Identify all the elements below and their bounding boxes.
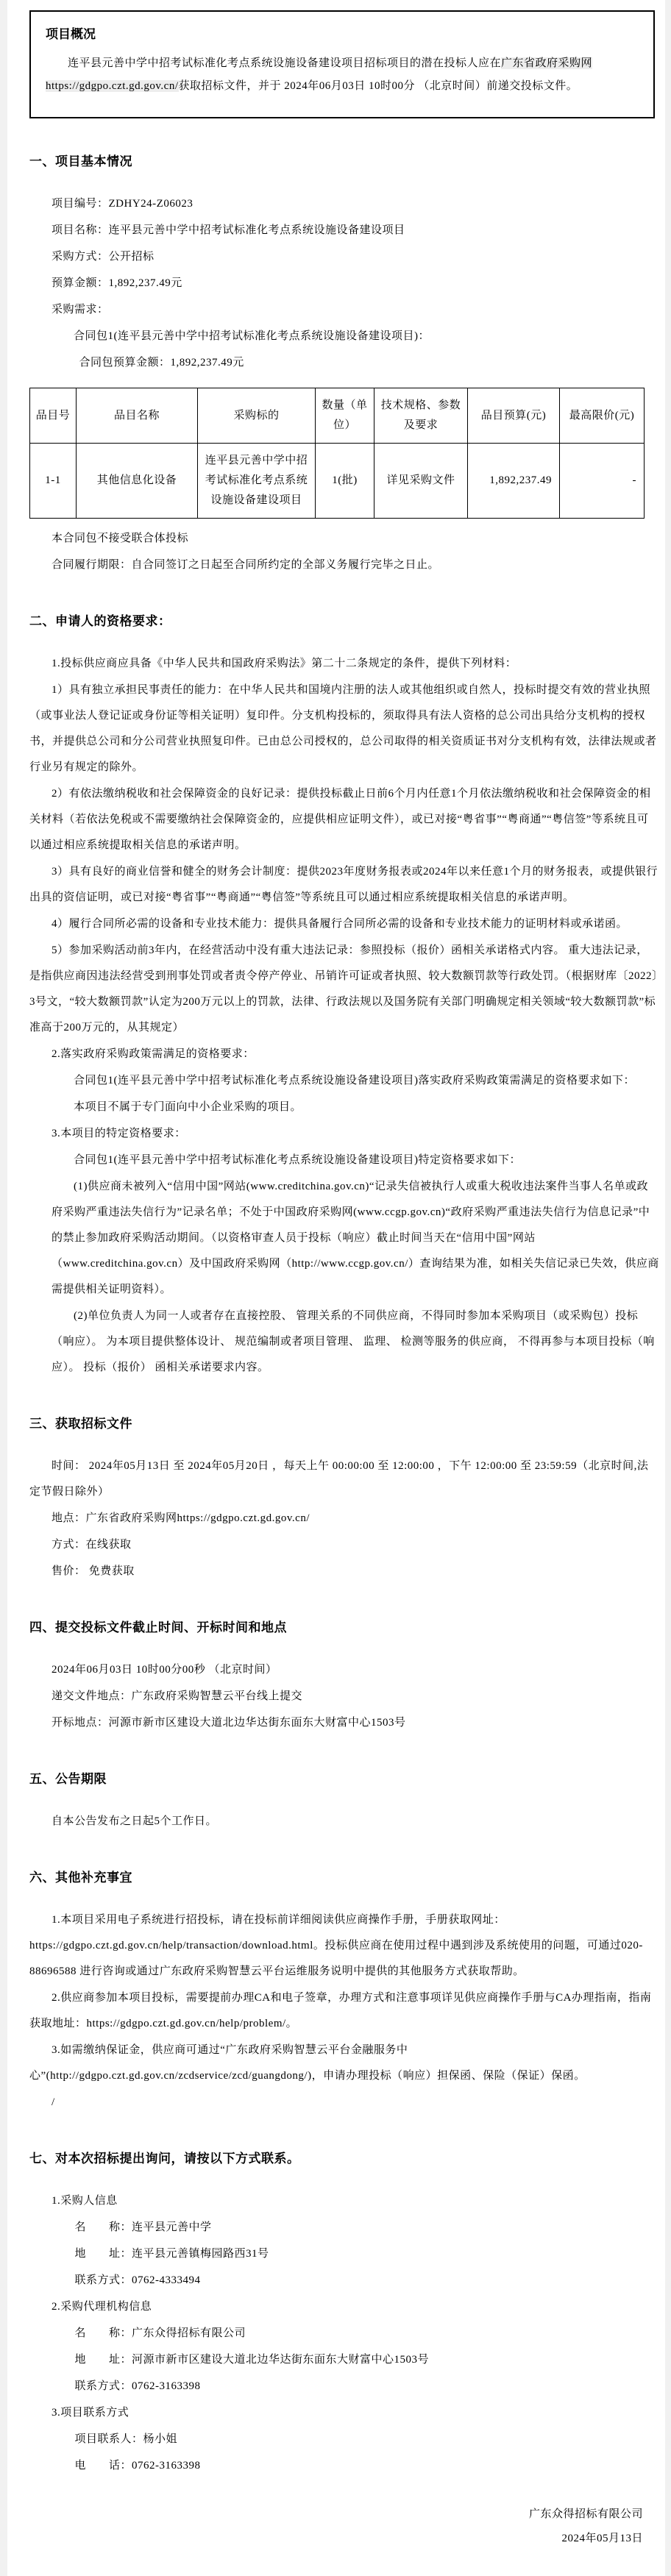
table-header-cell: 品目号 <box>30 388 77 444</box>
text-run: 地点：广东省政府采购网https://gdgpo.czt.gd.gov.cn/ <box>52 1512 310 1524</box>
table-cell-subject: 连平县元善中学中招考试标准化考点系统设施设备建设项目 <box>198 444 316 519</box>
paragraph <box>29 271 659 296</box>
text-run: 2）有依法缴纳税收和社会保障资金的良好记录：提供投标截止日前6个月内任意1个月依法缴纳税收和社会保障资金的相关材料（若依法免税或不需要缴纳社会保障资金的，应提供相应证明文件），或已对接“粤省事”“粤商通”“粤信签”等系统且可以通过相应系统提取相关信息的承诺声明。 <box>29 788 651 851</box>
paragraph <box>29 1506 659 1531</box>
paragraph <box>29 2038 659 2089</box>
table-cell-item-no: 1-1 <box>30 444 77 519</box>
text-run: 联系方式：0762-3163398 <box>74 2380 201 2392</box>
table-header-cell: 采购标的 <box>198 388 316 444</box>
paragraph <box>29 244 659 270</box>
paragraph <box>29 1809 659 1835</box>
paragraph <box>29 859 659 911</box>
text-run: 4）履行合同所必需的设备和专业技术能力：提供具备履行合同所必需的设备和专业技术能力的证明材料或承诺函。 <box>52 918 628 930</box>
paragraph <box>29 651 659 677</box>
text-run: 2.落实政府采购政策需满足的资格要求： <box>52 1048 255 1060</box>
paragraph <box>29 1684 659 1709</box>
text-run: 合同包1(连平县元善中学中招考试标准化考点系统设施设备建设项目)落实政府采购政策需满足的资格要求如下： <box>74 1075 635 1086</box>
paragraph <box>75 2241 660 2267</box>
text-run: 项目名称：连平县元善中学中招考试标准化考点系统设施设备建设项目 <box>52 224 405 236</box>
text-run: 3）具有良好的商业信誉和健全的财务会计制度：提供2023年度财务报表或2024年以来任意1个月的财务报表，或提供银行出具的资信证明，或已对接“粤省事”“粤商通”“粤信签”等系统且可以通过相应系统提取相关信息的承诺声明。 <box>29 866 658 903</box>
table-header-cell: 品目预算(元) <box>468 388 560 444</box>
paragraph <box>29 1710 659 1736</box>
paragraph <box>29 526 659 552</box>
supplementary-paragraphs <box>29 1907 659 2116</box>
paragraph <box>29 2090 659 2116</box>
text-run: 开标地点：河源市新市区建设大道北边华达街东面东大财富中心1503号 <box>52 1717 406 1729</box>
table-header-cell: 最高限价(元) <box>560 388 645 444</box>
table-cell-price-cap: - <box>560 444 645 519</box>
paragraph <box>29 911 659 937</box>
contacts-paragraphs <box>29 2188 659 2479</box>
basic-info-items <box>29 191 659 376</box>
text-run: 采购方式：公开招标 <box>52 251 155 263</box>
paragraph <box>29 1907 659 1985</box>
paragraph <box>29 1559 659 1584</box>
paragraph <box>29 2188 659 2214</box>
submission-paragraphs <box>29 1657 659 1736</box>
text-run: / <box>52 2096 55 2108</box>
text-run: 自本公告发布之日起5个工作日。 <box>52 1815 218 1827</box>
paragraph <box>52 324 659 349</box>
paragraph <box>29 2400 659 2426</box>
text-run: 递交文件地点：广东政府采购智慧云平台线上提交 <box>52 1690 303 1702</box>
signature-company: 广东众得招标有限公司 <box>528 2508 643 2520</box>
overview-paragraph <box>46 52 639 98</box>
text-run: 获取招标文件，并于 2024年06月03日 10时00分 （北京时间）前递交投标文件。 <box>178 80 578 92</box>
paragraph <box>75 2347 660 2373</box>
text-run: 预算金额：1,892,237.49元 <box>52 277 182 289</box>
paragraph <box>29 350 659 376</box>
paragraph <box>29 2294 659 2320</box>
paragraph <box>75 2321 660 2346</box>
text-run: 合同包1(连平县元善中学中招考试标准化考点系统设施设备建设项目)： <box>74 330 430 342</box>
text-run: 地 址：河源市新市区建设大道北边华达街东面东大财富中心1503号 <box>74 2354 430 2366</box>
announcement-document <box>7 0 665 2576</box>
text-run: 5）参加采购活动前3年内，在经营活动中没有重大违法记录：参照投标（报价）函相关承诺格式内容。 重大违法记录，是指供应商因违法经营受到刑事处罚或者责令停产停业、吊销许可证或者执照、较大数额罚款等行政处罚。（根据财库〔2022〕3号文，“较大数额罚款”认定为200万元以上的罚款，法律、行政法规以及国务院有关部门明确规定相关领域“较大数额罚款”标准高于200万元的，从其规定） <box>29 944 658 1033</box>
text-run: 方式：在线获取 <box>52 1539 132 1551</box>
table-cell-budget: 1,892,237.49 <box>468 444 560 519</box>
text-run: 项目编号：ZDHY24-Z06023 <box>52 198 194 210</box>
paragraph <box>29 1532 659 1558</box>
text-run: 1.投标供应商应具备《中华人民共和国政府采购法》第二十二条规定的条件，提供下列材料： <box>52 658 517 669</box>
items-table <box>29 388 645 519</box>
table-cell-item-name: 其他信息化设备 <box>77 444 198 519</box>
text-run: 3.本项目的特定资格要求： <box>52 1128 186 1139</box>
text-run: 联系方式：0762-4333494 <box>74 2274 201 2286</box>
text-run: (1)供应商未被列入“信用中国”网站(www.creditchina.gov.cn)“记录失信被执行人或重大税收违法案件当事人名单或政府采购严重违法失信行为”记录名单；不处于中国政府采购网(www.ccgp.gov.cn)“政府采购严重违法失信行为信息记录”中的禁止参加政府采购活动期间。（以资格审查人员于投标（响应）截止时间当天在“信用中国”网站（www.creditchina.gov.cn）及中国政府采购网（http://www.ccgp.gov.cn/）查询结果为准，如相关失信记录已失效，供应商需提供相关证明资料）。 <box>52 1181 659 1295</box>
text-run: 采购需求： <box>52 304 109 316</box>
obtain-documents-paragraphs <box>29 1454 659 1584</box>
project-overview-box <box>29 10 655 118</box>
section-qualification <box>29 611 659 1381</box>
paragraph <box>52 1095 659 1120</box>
section-heading: 三、获取招标文件 <box>29 1417 132 1431</box>
section-heading: 五、公告期限 <box>29 1772 107 1786</box>
text-run: 连平县元善中学中招考试标准化考点系统设施设备建设项目招标项目的潜在投标人应在 <box>68 57 502 69</box>
text-run: 合同履行期限：自合同签订之日起至合同所约定的全部义务履行完毕之日止。 <box>52 559 440 571</box>
table-header-cell: 技术规格、参数及要求 <box>374 388 468 444</box>
section-supplementary <box>29 1867 659 2116</box>
highlighted-text: 广东省政府采购网https://gdgpo.czt.gd.gov.cn/ <box>46 57 593 92</box>
text-run: 本项目不属于专门面向中小企业采购的项目。 <box>74 1101 302 1113</box>
paragraph <box>29 218 659 243</box>
table-cell-quantity: 1(批) <box>316 444 374 519</box>
text-run: 1.采购人信息 <box>52 2195 118 2207</box>
text-run: 3.如需缴纳保证金，供应商可通过“广东政府采购智慧云平台金融服务中心”(http://gdgpo.czt.gd.gov.cn/zcdservice/zcd/guangdong/)，申请办理投标（响应）担保函、保险（保证）保函。 <box>29 2044 586 2082</box>
paragraph <box>29 1121 659 1147</box>
paragraph <box>52 1303 659 1381</box>
paragraph <box>29 191 659 217</box>
text-run: 名 称：连平县元善中学 <box>74 2221 212 2233</box>
text-run: 本合同包不接受联合体投标 <box>52 533 189 544</box>
text-run: 2.采购代理机构信息 <box>52 2301 152 2313</box>
paragraph <box>52 1148 659 1173</box>
text-run: 合同包1(连平县元善中学中招考试标准化考点系统设施设备建设项目)特定资格要求如下： <box>74 1154 521 1166</box>
table-header-row <box>30 388 645 444</box>
text-run: (2)单位负责人为同一人或者存在直接控股、 管理关系的不同供应商，不得同时参加本采购项目（或采购包）投标（响应）。 为本项目提供整体设计、 规范编制或者项目管理、 监理、 检测等服务的供应商， 不得再参与本项目投标（响应）。 投标（报价） 函相关承诺要求内容。 <box>52 1310 655 1373</box>
section-heading: 六、其他补充事宜 <box>29 1871 132 1885</box>
text-run: 2.供应商参加本项目投标，需要提前办理CA和电子签章，办理方式和注意事项详见供应商操作手册与CA办理指南，指南获取地址：https://gdgpo.czt.gd.gov.cn/help/problem/。 <box>29 1992 652 2029</box>
text-run: 电 话：0762-3163398 <box>74 2460 201 2472</box>
paragraph <box>29 1985 659 2037</box>
table-header-cell: 数量（单位） <box>316 388 374 444</box>
paragraph <box>75 2268 660 2294</box>
text-run: 3.项目联系方式 <box>52 2407 129 2419</box>
paragraph <box>75 2453 660 2479</box>
paragraph <box>29 1042 659 1067</box>
signature-block <box>29 2502 659 2551</box>
text-run: 合同包预算金额：1,892,237.49元 <box>79 357 244 369</box>
table-row <box>30 444 645 519</box>
text-run: 时间： 2024年05月13日 至 2024年05月20日 ，每天上午 00:00:00 至 12:00:00 ，下午 12:00:00 至 23:59:59（北京时间,法定节假日除外） <box>29 1460 649 1498</box>
section-submission-opening <box>29 1617 659 1736</box>
paragraph <box>29 938 659 1041</box>
section-heading: 一、项目基本情况 <box>29 154 132 168</box>
text-run: 地 址：连平县元善镇梅园路西31号 <box>74 2248 269 2260</box>
paragraph <box>75 2215 660 2241</box>
section-heading: 二、申请人的资格要求： <box>29 614 171 628</box>
text-run: 售价： 免费获取 <box>52 1565 135 1577</box>
paragraph <box>29 677 659 780</box>
paragraph <box>29 297 659 323</box>
signature-date: 2024年05月13日 <box>561 2533 643 2544</box>
section-basic-info <box>29 151 659 578</box>
paragraph <box>29 1657 659 1683</box>
paragraph <box>29 781 659 858</box>
contract-notes <box>29 526 659 578</box>
text-run: 项目联系人：杨小姐 <box>74 2433 178 2445</box>
text-run: 2024年06月03日 10时00分00秒 （北京时间） <box>52 1664 277 1676</box>
section-heading: 七、对本次招标提出询问，请按以下方式联系。 <box>29 2152 300 2166</box>
text-run: 1）具有独立承担民事责任的能力：在中华人民共和国境内注册的法人或其他组织或自然人，投标时提交有效的营业执照（或事业法人登记证或身份证等相关证明）复印件。分支机构投标的，须取得具有法人资格的总公司出具给分支机构的授权书，并提供总公司和分公司营业执照复印件。已由总公司授权的，总公司取得的相关资质证书对分支机构有效，法律法规或者行业另有规定的除外。 <box>29 684 657 773</box>
section-contacts <box>29 2148 659 2479</box>
paragraph <box>29 1454 659 1505</box>
section-announcement-period <box>29 1768 659 1835</box>
text-run: 1.本项目采用电子系统进行招投标，请在投标前详细阅读供应商操作手册，手册获取网址：https://gdgpo.czt.gd.gov.cn/help/transaction/download.html。投标供应商在使用过程中遇到涉及系统使用的问题，可通过020-88696588 进行咨询或通过广东政府采购智慧云平台运维服务说明中提供的其他服务方式获取帮助。 <box>29 1914 643 1977</box>
qualification-paragraphs <box>29 651 659 1381</box>
section-obtain-documents <box>29 1413 659 1584</box>
text-run: 名 称：广东众得招标有限公司 <box>74 2327 246 2339</box>
announcement-period-paragraphs <box>29 1809 659 1835</box>
table-cell-spec: 详见采购文件 <box>374 444 468 519</box>
paragraph <box>52 1174 659 1303</box>
table-header-cell: 品目名称 <box>77 388 198 444</box>
paragraph <box>75 2374 660 2399</box>
paragraph <box>75 2427 660 2452</box>
paragraph <box>52 1068 659 1094</box>
paragraph <box>29 552 659 578</box>
section-heading: 四、提交投标文件截止时间、开标时间和地点 <box>29 1620 287 1634</box>
overview-title: 项目概况 <box>46 27 96 41</box>
